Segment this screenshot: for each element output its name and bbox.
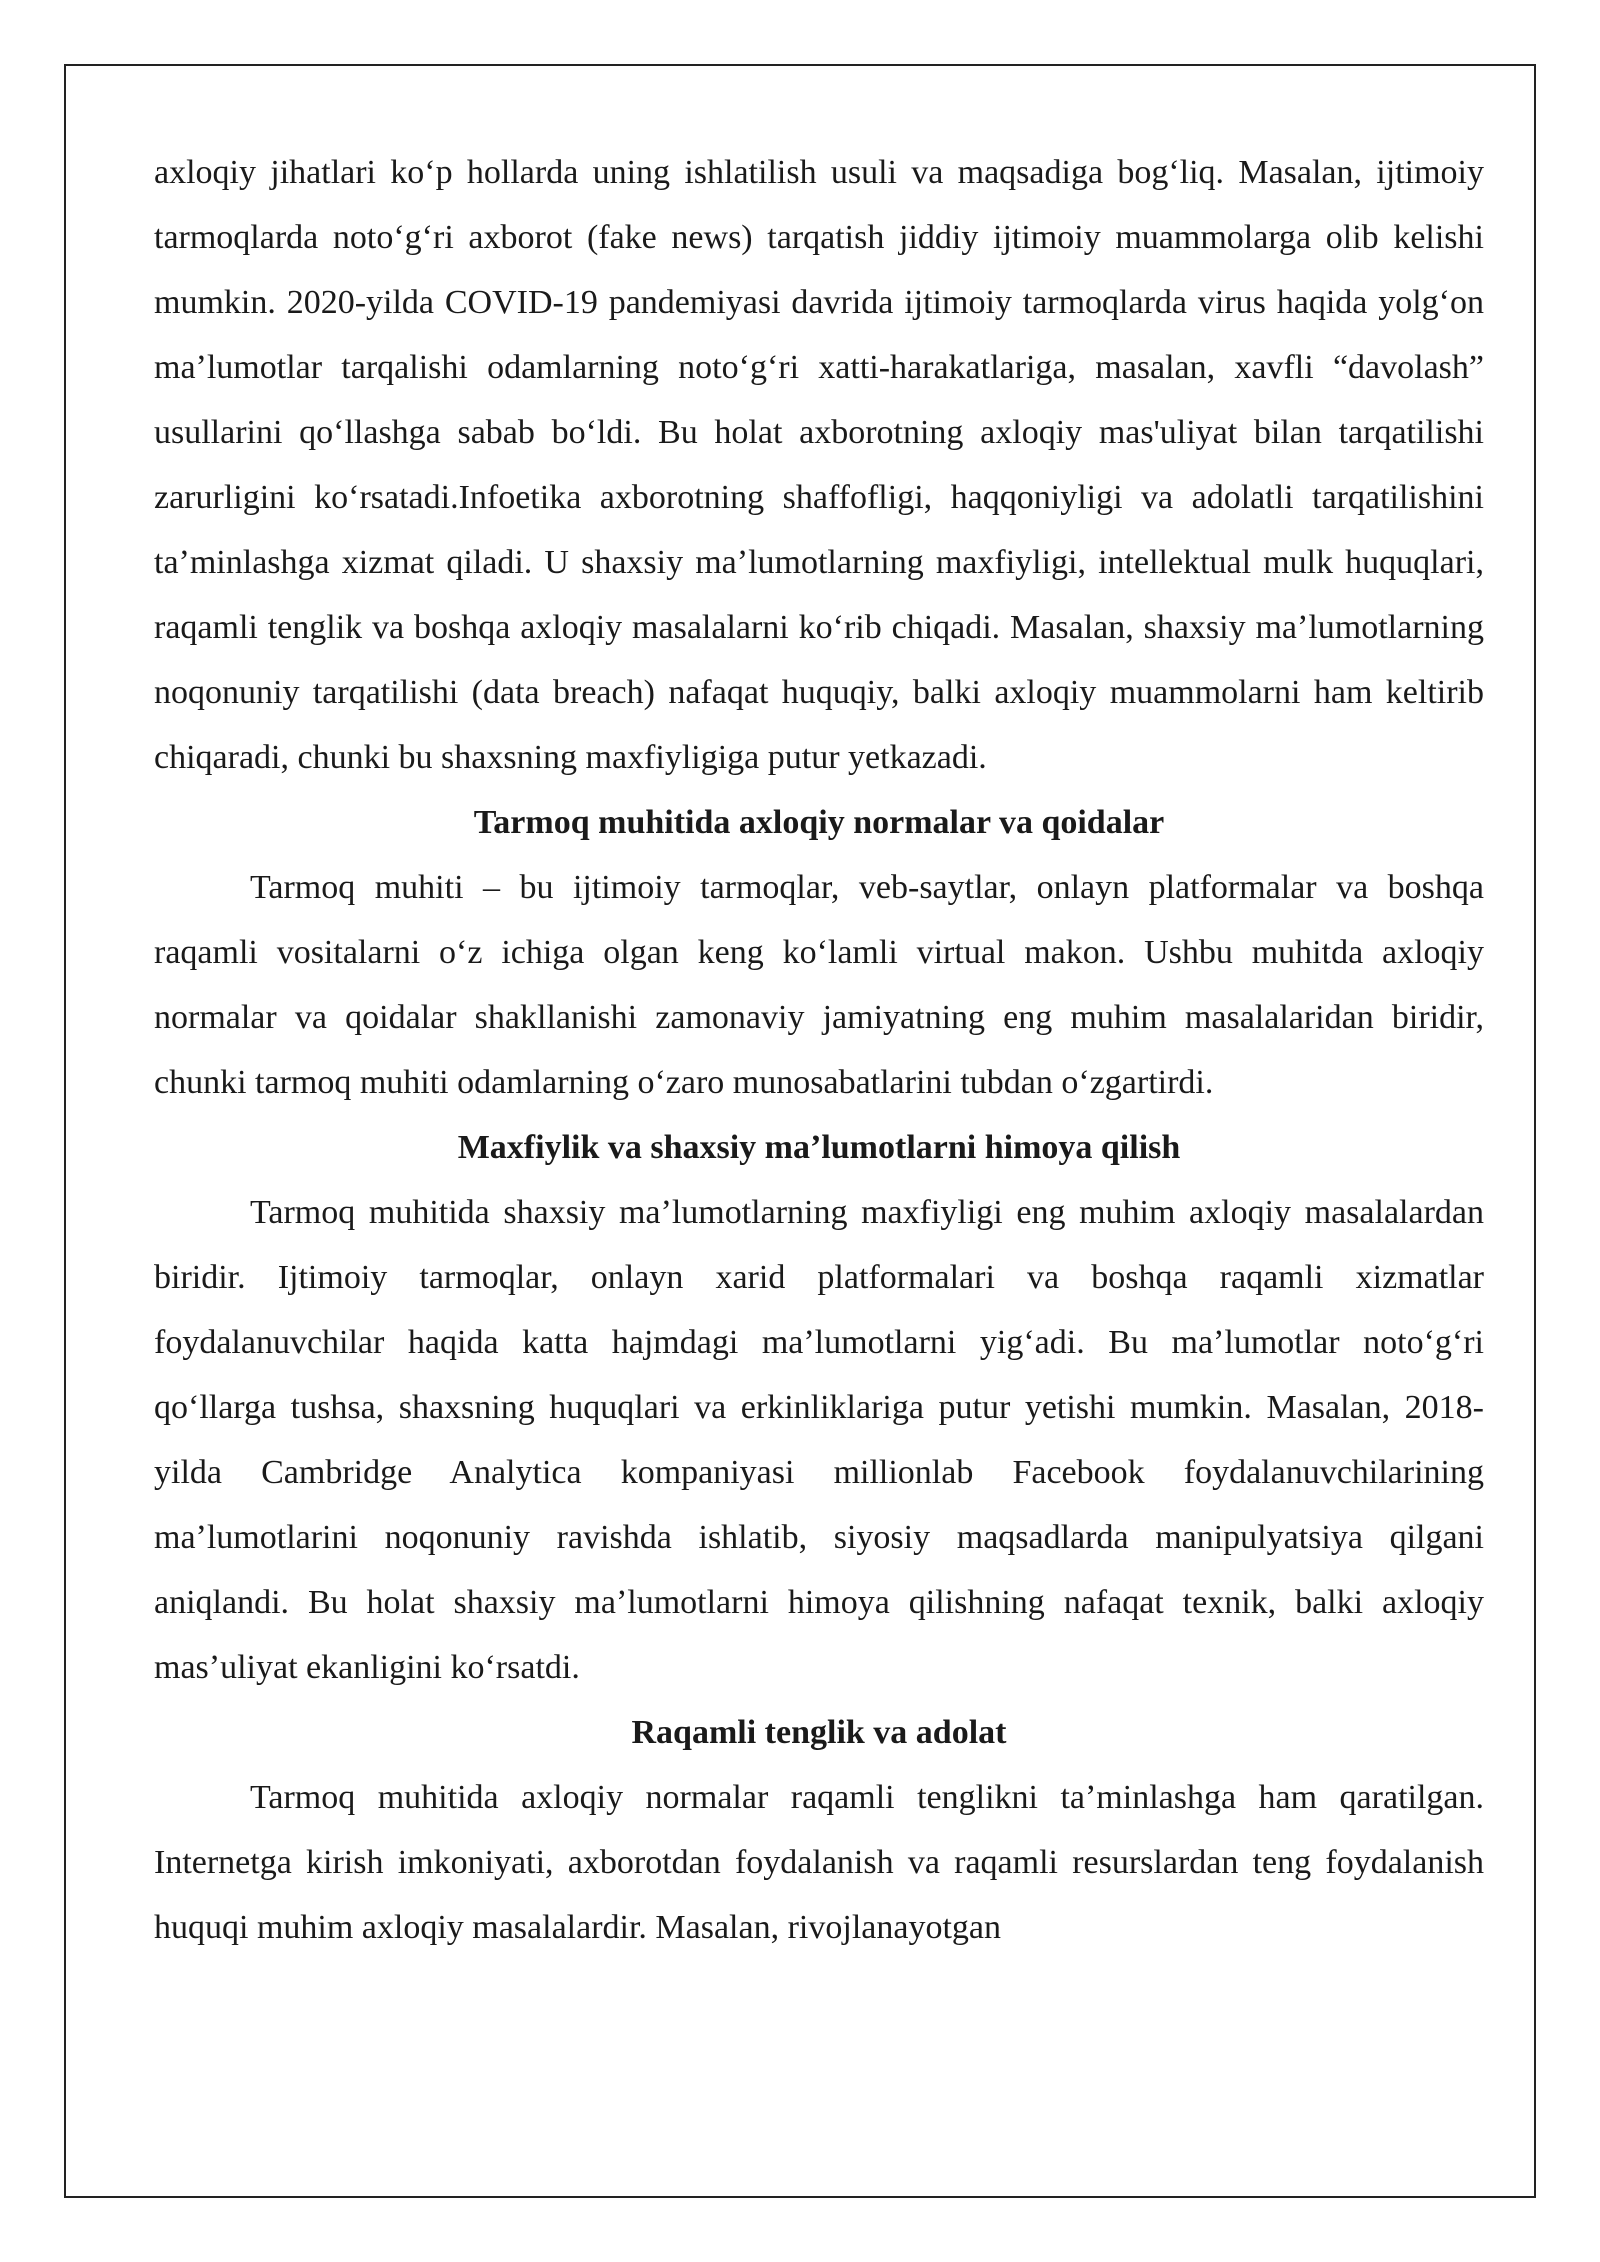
section-heading-digital-equality: Raqamli tenglik va adolat (631, 1714, 1007, 1751)
paragraph-digital-equality: Tarmoq muhitida axloqiy normalar raqamli tenglikni taʼminlashga ham qaratilgan. Internetga kirish imkoniyati, axborotdan foydalanish va raqamli resurslardan teng foydalanish huquqi muhim axloqiy masalalardir. Masalan, rivojlanayotgan (154, 1779, 1484, 1946)
section-heading-privacy: Maxfiylik va shaxsiy maʼlumotlarni himoya qilish (457, 1129, 1181, 1166)
paragraph-continued: axloqiy jihatlari koʻp hollarda uning ishlatilish usuli va maqsadiga bogʻliq. Masalan, ijtimoiy tarmoqlarda notoʻgʻri axborot (fake news) tarqatish jiddiy ijtimoiy muammolarga olib kelishi mumkin. 2020-yilda COVID-19 pandemiyasi davrida ijtimoiy tarmoqlarda virus haqida yolgʻon maʼlumotlar tarqalishi odamlarning notoʻgʻri xatti-harakatlariga, masalan, xavfli “davolash” usullarini qoʻllashga sabab boʻldi. Bu holat axborotning axloqiy mas'uliyat bilan tarqatilishi zarurligini koʻrsatadi.Infoetika axborotning shaffofligi, haqqoniyligi va adolatli tarqatilishini taʼminlashga xizmat qiladi. U shaxsiy maʼlumotlarning maxfiyligi, intellektual mulk huquqlari, raqamli tenglik va boshqa axloqiy masalalarni koʻrib chiqadi. Masalan, shaxsiy maʼlumotlarning noqonuniy tarqatilishi (data breach) nafaqat huquqiy, balki axloqiy muammolarni ham keltirib chiqaradi, chunki bu shaxsning maxfiyligiga putur yetkazadi. (154, 154, 1484, 776)
paragraph-privacy: Tarmoq muhitida shaxsiy maʼlumotlarning maxfiyligi eng muhim axloqiy masalalardan biridir. Ijtimoiy tarmoqlar, onlayn xarid platformalari va boshqa raqamli xizmatlar foydalanuvchilar haqida katta hajmdagi maʼlumotlarni yigʻadi. Bu maʼlumotlar notoʻgʻri qoʻllarga tushsa, shaxsning huquqlari va erkinliklariga putur yetishi mumkin. Masalan, 2018-yilda Cambridge Analytica kompaniyasi millionlab Facebook foydalanuvchilarining maʼlumotlarini noqonuniy ravishda ishlatib, siyosiy maqsadlarda manipulyatsiya qilgani aniqlandi. Bu holat shaxsiy maʼlumotlarni himoya qilishning nafaqat texnik, balki axloqiy masʼuliyat ekanligini koʻrsatdi. (154, 1194, 1484, 1686)
document-body (154, 140, 1484, 1960)
section-heading-network-ethics: Tarmoq muhitida axloqiy normalar va qoidalar (473, 804, 1165, 841)
paragraph-network-environment: Tarmoq muhiti – bu ijtimoiy tarmoqlar, veb-saytlar, onlayn platformalar va boshqa raqamli vositalarni oʻz ichiga olgan keng koʻlamli virtual makon. Ushbu muhitda axloqiy normalar va qoidalar shakllanishi zamonaviy jamiyatning eng muhim masalalaridan biridir, chunki tarmoq muhiti odamlarning oʻzaro munosabatlarini tubdan oʻzgartirdi. (154, 869, 1484, 1101)
